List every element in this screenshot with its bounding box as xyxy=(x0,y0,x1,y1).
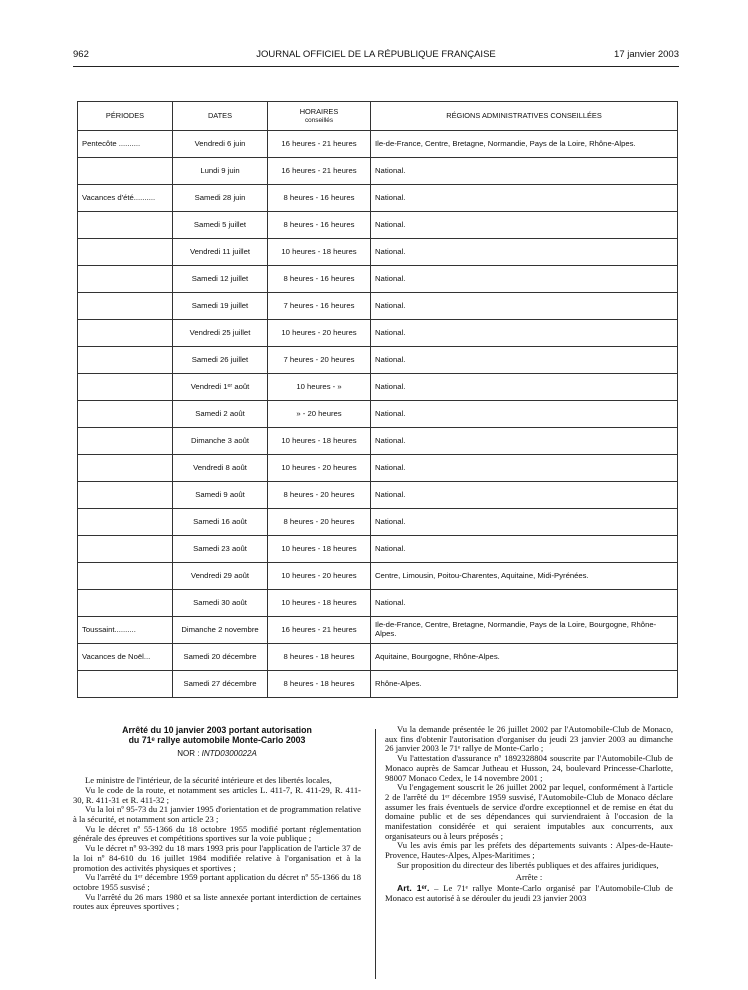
regions-cell: National. xyxy=(371,293,678,320)
date-cell: Vendredi 25 juillet xyxy=(173,320,268,347)
date-cell: Samedi 23 août xyxy=(173,536,268,563)
period-cell xyxy=(78,347,173,374)
paragraph: Le ministre de l'intérieur, de la sécurité intérieure et des libertés locales, xyxy=(85,775,332,786)
hours-cell: 10 heures - 18 heures xyxy=(268,590,371,617)
arrete-title xyxy=(73,725,361,745)
period-cell xyxy=(78,671,173,698)
period-cell: Vacances de Noël... xyxy=(78,644,173,671)
date-cell: Samedi 26 juillet xyxy=(173,347,268,374)
date-cell: Vendredi 1ᵉʳ août xyxy=(173,374,268,401)
table-row xyxy=(78,644,678,671)
table-row xyxy=(78,563,678,590)
column-divider xyxy=(375,729,376,979)
date-cell: Lundi 9 juin xyxy=(173,158,268,185)
table-row xyxy=(78,158,678,185)
regions-cell: Rhône-Alpes. xyxy=(371,671,678,698)
regions-cell: National. xyxy=(371,482,678,509)
table-row xyxy=(78,374,678,401)
regions-cell: National. xyxy=(371,185,678,212)
table-row xyxy=(78,185,678,212)
regions-cell: National. xyxy=(371,212,678,239)
schedule-table xyxy=(77,101,678,698)
date-cell: Samedi 2 août xyxy=(173,401,268,428)
article-1-label: Art. 1ᵉʳ. xyxy=(397,883,430,894)
period-cell xyxy=(78,509,173,536)
paragraph: Vu le décret nº 93-392 du 18 mars 1993 pris pour l'application de l'article 37 de la loi nº 84-610 du 16 juillet 1984 modifiée relative à l'organisation et à la promotion des activités physiques et sportives ; xyxy=(73,843,361,873)
period-cell xyxy=(78,590,173,617)
article-1-text: – Le 71ᵉ rallye Monte-Carlo organisé par l'Automobile-Club de Monaco est autorisé à se dérouler du jeudi 23 janvier 2003 xyxy=(385,883,673,903)
hours-cell: 10 heures - 18 heures xyxy=(268,536,371,563)
left-paragraphs xyxy=(73,776,361,912)
period-cell xyxy=(78,239,173,266)
table-row xyxy=(78,320,678,347)
date-cell: Samedi 5 juillet xyxy=(173,212,268,239)
paragraph: Sur proposition du directeur des libertés publiques et des affaires juridiques, xyxy=(397,859,659,870)
date-cell: Vendredi 29 août xyxy=(173,563,268,590)
regions-cell: National. xyxy=(371,536,678,563)
regions-cell: National. xyxy=(371,158,678,185)
table-row xyxy=(78,536,678,563)
paragraph: Vu la loi nº 95-73 du 21 janvier 1995 d'orientation et de programmation relative à la sécurité, et notamment son article 23 ; xyxy=(73,804,361,825)
table-row xyxy=(78,239,678,266)
period-cell xyxy=(78,374,173,401)
regions-cell: Aquitaine, Bourgogne, Rhône-Alpes. xyxy=(371,644,678,671)
table-row xyxy=(78,617,678,644)
header-horaires xyxy=(268,102,371,131)
hours-cell: 8 heures - 16 heures xyxy=(268,185,371,212)
journal-title: JOURNAL OFFICIEL DE LA RÉPUBLIQUE FRANÇAISE xyxy=(256,49,496,60)
date-cell: Samedi 27 décembre xyxy=(173,671,268,698)
table-body xyxy=(78,131,678,698)
hours-cell: 8 heures - 20 heures xyxy=(268,509,371,536)
hours-cell: 10 heures - 20 heures xyxy=(268,455,371,482)
hours-cell: 8 heures - 16 heures xyxy=(268,212,371,239)
header-horaires-sub: conseillés xyxy=(304,116,334,124)
regions-cell: National. xyxy=(371,239,678,266)
paragraph: Vu l'engagement souscrit le 26 juillet 2002 par lequel, conformément à l'article 2 de l'arrêté du 1ᵉʳ décembre 1959 susvisé, l'Automobile-Club de Monaco déclare assumer les frais éventuels de service d'ordre exceptionnel et de remise en état du domaine public et de ses dépendances qui surviendraient à l'occasion de la manifestation considérée et qui seraient imputables aux concurrents, aux organisateurs ou à leurs préposés ; xyxy=(385,782,673,841)
date-cell: Vendredi 6 juin xyxy=(173,131,268,158)
period-cell xyxy=(78,536,173,563)
arrete-title-line2: du 71ᵉ rallye automobile Monte-Carlo 2003 xyxy=(128,735,306,746)
table-row xyxy=(78,671,678,698)
hours-cell: 8 heures - 18 heures xyxy=(268,671,371,698)
table-row xyxy=(78,509,678,536)
right-column xyxy=(385,725,673,904)
paragraph: Vu l'arrêté du 1ᵉʳ décembre 1959 portant application du décret nº 55-1366 du 18 octobre 1955 susvisé ; xyxy=(73,872,361,892)
hours-cell: 8 heures - 16 heures xyxy=(268,266,371,293)
hours-cell: 10 heures - 20 heures xyxy=(268,320,371,347)
hours-cell: 16 heures - 21 heures xyxy=(268,617,371,644)
period-cell xyxy=(78,563,173,590)
paragraph: Vu l'arrêté du 26 mars 1980 et sa liste annexée portant interdiction de certaines routes aux épreuves sportives ; xyxy=(73,891,361,912)
period-cell xyxy=(78,266,173,293)
table-row xyxy=(78,266,678,293)
hours-cell: 16 heures - 21 heures xyxy=(268,158,371,185)
regions-cell: National. xyxy=(371,428,678,455)
table-header-row xyxy=(78,102,678,131)
hours-cell: 10 heures - 18 heures xyxy=(268,239,371,266)
left-column xyxy=(73,725,361,912)
regions-cell: Centre, Limousin, Poitou-Charentes, Aquitaine, Midi-Pyrénées. xyxy=(371,563,678,590)
issue-date: 17 janvier 2003 xyxy=(614,49,679,60)
regions-cell: Ile-de-France, Centre, Bretagne, Normandie, Pays de la Loire, Bourgogne, Rhône-Alpes. xyxy=(371,617,678,644)
arrete-text xyxy=(73,725,679,985)
period-cell xyxy=(78,428,173,455)
nor-label: NOR : xyxy=(177,749,202,759)
period-cell xyxy=(78,212,173,239)
hours-cell: 10 heures - 18 heures xyxy=(268,428,371,455)
date-cell: Vendredi 11 juillet xyxy=(173,239,268,266)
table-row xyxy=(78,428,678,455)
page-header xyxy=(73,49,679,63)
hours-cell: 16 heures - 21 heures xyxy=(268,131,371,158)
paragraph: Vu l'attestation d'assurance nº 1892328804 souscrite par l'Automobile-Club de Monaco auprès de Samcar Jutheau et Husson, 24, boulevard Princesse-Charlotte, 98007 Monaco Cedex, le 14 novembre 2001 ; xyxy=(385,753,673,783)
period-cell xyxy=(78,455,173,482)
table-row xyxy=(78,455,678,482)
header-horaires-label: HORAIRES xyxy=(299,107,339,117)
hours-cell: 8 heures - 18 heures xyxy=(268,644,371,671)
date-cell: Vendredi 8 août xyxy=(173,455,268,482)
date-cell: Samedi 16 août xyxy=(173,509,268,536)
hours-cell: » - 20 heures xyxy=(268,401,371,428)
right-paragraphs xyxy=(385,725,673,871)
page-number: 962 xyxy=(73,49,89,60)
period-cell xyxy=(78,293,173,320)
hours-cell: 7 heures - 16 heures xyxy=(268,293,371,320)
date-cell: Samedi 30 août xyxy=(173,590,268,617)
header-periodes: PÉRIODES xyxy=(78,102,173,131)
table-row xyxy=(78,590,678,617)
regions-cell: National. xyxy=(371,590,678,617)
paragraph: Vu le décret nº 55-1366 du 18 octobre 1955 modifié portant réglementation générale des épreuves et compétitions sportives sur la voie publique ; xyxy=(73,823,361,844)
regions-cell: National. xyxy=(371,320,678,347)
hours-cell: 10 heures - » xyxy=(268,374,371,401)
table-row xyxy=(78,347,678,374)
date-cell: Dimanche 2 novembre xyxy=(173,617,268,644)
nor-code: INTD0300022A xyxy=(201,749,257,759)
date-cell: Dimanche 3 août xyxy=(173,428,268,455)
nor-reference xyxy=(73,749,361,758)
date-cell: Samedi 9 août xyxy=(173,482,268,509)
table-row xyxy=(78,212,678,239)
period-cell: Toussaint.......... xyxy=(78,617,173,644)
date-cell: Samedi 19 juillet xyxy=(173,293,268,320)
table-row xyxy=(78,131,678,158)
arrete-title-line1: Arrêté du 10 janvier 2003 portant autorisation xyxy=(122,725,312,735)
paragraph: Vu les avis émis par les préfets des départements suivants : Alpes-de-Haute-Provence, Hautes-Alpes, Alpes-Maritimes ; xyxy=(385,840,673,861)
regions-cell: National. xyxy=(371,374,678,401)
paragraph: Vu la demande présentée le 26 juillet 2002 par l'Automobile-Club de Monaco, aux fins d'obtenir l'autorisation d'organiser du jeudi 23 janvier 2003 au dimanche 26 janvier 2003 le 71ᵉ rallye de Monte-Carlo ; xyxy=(385,724,673,754)
regions-cell: National. xyxy=(371,509,678,536)
article-1 xyxy=(385,884,673,903)
date-cell: Samedi 28 juin xyxy=(173,185,268,212)
date-cell: Samedi 12 juillet xyxy=(173,266,268,293)
table-row xyxy=(78,401,678,428)
table-row xyxy=(78,293,678,320)
paragraph: Vu le code de la route, et notamment ses articles L. 411-7, R. 411-29, R. 411-30, R. 411-31 et R. 411-32 ; xyxy=(73,784,361,805)
period-cell: Pentecôte .......... xyxy=(78,131,173,158)
regions-cell: Ile-de-France, Centre, Bretagne, Normandie, Pays de la Loire, Rhône-Alpes. xyxy=(371,131,678,158)
regions-cell: National. xyxy=(371,347,678,374)
period-cell xyxy=(78,158,173,185)
table-row xyxy=(78,482,678,509)
period-cell: Vacances d'été.......... xyxy=(78,185,173,212)
regions-cell: National. xyxy=(371,401,678,428)
period-cell xyxy=(78,401,173,428)
regions-cell: National. xyxy=(371,266,678,293)
date-cell: Samedi 20 décembre xyxy=(173,644,268,671)
header-regions: RÉGIONS ADMINISTRATIVES CONSEILLÉES xyxy=(371,102,678,131)
regions-cell: National. xyxy=(371,455,678,482)
header-rule xyxy=(73,66,679,67)
arrete-word: Arrête : xyxy=(515,871,543,882)
hours-cell: 10 heures - 20 heures xyxy=(268,563,371,590)
hours-cell: 7 heures - 20 heures xyxy=(268,347,371,374)
period-cell xyxy=(78,320,173,347)
period-cell xyxy=(78,482,173,509)
hours-cell: 8 heures - 20 heures xyxy=(268,482,371,509)
header-dates: DATES xyxy=(173,102,268,131)
